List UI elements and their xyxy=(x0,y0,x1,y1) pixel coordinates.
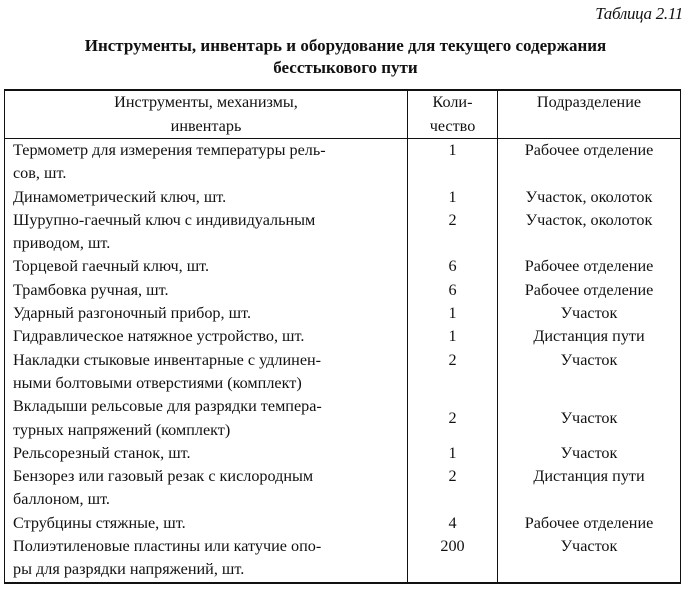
table-row xyxy=(5,325,681,348)
item-name-line1: Рельсорезный станок, шт. xyxy=(13,443,191,462)
cell-division: Дистанция пути xyxy=(498,465,681,512)
item-name-line2: ными болтовыми отверстиями (комплект) xyxy=(13,373,302,392)
item-name-line2: сов, шт. xyxy=(13,164,67,183)
cell-quantity: 2 xyxy=(408,209,498,256)
item-name-line2: баллоном, шт. xyxy=(13,490,110,509)
cell-quantity: 6 xyxy=(408,255,498,278)
item-name-line1: Вкладыши рельсовые для разрядки темпера- xyxy=(13,397,322,416)
header-division: Подразделение xyxy=(498,90,681,139)
cell-quantity: 2 xyxy=(408,395,498,442)
cell-division: Участок xyxy=(498,395,681,442)
cell-item-name xyxy=(5,139,408,186)
cell-quantity: 1 xyxy=(408,302,498,325)
cell-division: Участок xyxy=(498,442,681,465)
item-name-line1: Торцевой гаечный ключ, шт. xyxy=(13,257,210,276)
cell-item-name xyxy=(5,186,408,209)
table-title xyxy=(0,35,691,79)
item-name-line1: Шурупно-гаечный ключ с индивидуальным xyxy=(13,210,316,229)
cell-quantity: 1 xyxy=(408,139,498,186)
header-instruments-line1: Инструменты, механизмы, xyxy=(114,93,298,111)
item-name-line1: Бензорез или газовый резак с кислородным xyxy=(13,467,314,486)
cell-item-name xyxy=(5,535,408,583)
header-quantity-line2: чество xyxy=(429,116,476,135)
cell-division: Рабочее отделение xyxy=(498,255,681,278)
item-name-line2: турных напряжений (комплект) xyxy=(13,420,231,439)
cell-division: Участок, околоток xyxy=(498,209,681,256)
item-name-line2: ры для разрядки напряжений, шт. xyxy=(13,560,245,579)
cell-item-name xyxy=(5,325,408,348)
cell-quantity: 2 xyxy=(408,349,498,396)
header-instruments xyxy=(5,90,408,139)
cell-quantity: 1 xyxy=(408,186,498,209)
cell-item-name xyxy=(5,442,408,465)
cell-quantity: 4 xyxy=(408,512,498,535)
cell-item-name xyxy=(5,302,408,325)
cell-division: Рабочее отделение xyxy=(498,139,681,186)
cell-quantity: 200 xyxy=(408,535,498,583)
cell-division: Участок xyxy=(498,302,681,325)
cell-quantity: 2 xyxy=(408,465,498,512)
table-row xyxy=(5,186,681,209)
table-row xyxy=(5,302,681,325)
header-instruments-line2: инвентарь xyxy=(170,116,242,135)
table-row xyxy=(5,139,681,186)
item-name-line1: Полиэтиленовые пластины или катучие опо- xyxy=(13,537,322,556)
table-row xyxy=(5,442,681,465)
item-name-line1: Ударный разгоночный прибор, шт. xyxy=(13,304,251,323)
cell-item-name xyxy=(5,465,408,512)
header-quantity xyxy=(408,90,498,139)
table-row xyxy=(5,395,681,442)
equipment-table xyxy=(4,89,681,584)
cell-item-name xyxy=(5,395,408,442)
header-quantity-line1: Коли- xyxy=(432,93,473,111)
title-line-2: бесстыкового пути xyxy=(273,58,418,77)
cell-quantity: 1 xyxy=(408,442,498,465)
cell-division: Дистанция пути xyxy=(498,325,681,348)
item-name-line1: Трамбовка ручная, шт. xyxy=(13,280,169,299)
table-row xyxy=(5,512,681,535)
table-row xyxy=(5,535,681,583)
table-row xyxy=(5,209,681,256)
item-name-line1: Динамометрический ключ, шт. xyxy=(13,187,227,206)
cell-division: Участок xyxy=(498,535,681,583)
table-number: Таблица 2.11 xyxy=(595,4,683,23)
cell-item-name xyxy=(5,512,408,535)
title-line-1: Инструменты, инвентарь и оборудование для текущего содержания xyxy=(84,36,607,55)
cell-division: Участок, околоток xyxy=(498,186,681,209)
cell-item-name xyxy=(5,349,408,396)
table-row xyxy=(5,255,681,278)
cell-division: Участок xyxy=(498,349,681,396)
cell-quantity: 1 xyxy=(408,325,498,348)
cell-item-name xyxy=(5,255,408,278)
header-row xyxy=(5,90,681,139)
item-name-line1: Термометр для измерения температуры рель- xyxy=(13,141,326,159)
table-body xyxy=(5,139,681,583)
item-name-line1: Струбцины стяжные, шт. xyxy=(13,513,186,532)
cell-quantity: 6 xyxy=(408,279,498,302)
table-row xyxy=(5,349,681,396)
item-name-line1: Гидравлическое натяжное устройство, шт. xyxy=(13,327,305,346)
cell-division: Рабочее отделение xyxy=(498,512,681,535)
item-name-line1: Накладки стыковые инвентарные с удлинен- xyxy=(13,350,322,369)
cell-item-name xyxy=(5,209,408,256)
cell-division: Рабочее отделение xyxy=(498,279,681,302)
cell-item-name xyxy=(5,279,408,302)
table-row xyxy=(5,465,681,512)
item-name-line2: приводом, шт. xyxy=(13,234,111,253)
table-row xyxy=(5,279,681,302)
